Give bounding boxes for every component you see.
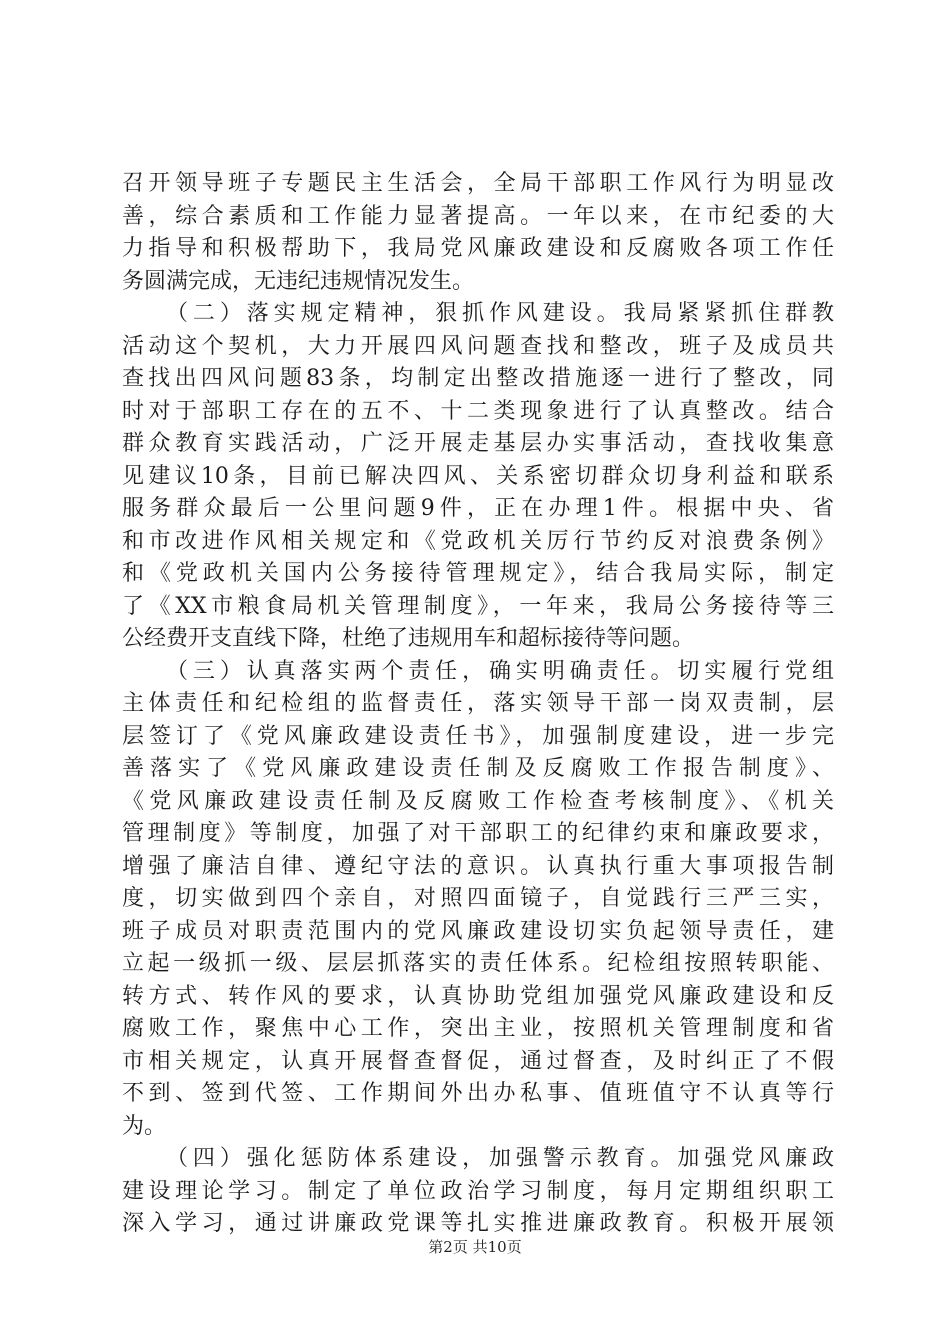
text-line: 召开领导班子专题民主生活会，全局干部职工作风行为明显改 [122, 171, 834, 196]
text-line: 不到、签到代签、工作期间外出办私事、值班值守不认真等行 [122, 1081, 834, 1106]
text-line: 善落实了《党风廉政建设责任制及反腐败工作报告制度》、 [122, 756, 834, 781]
text-line: 转方式、转作风的要求，认真协助党组加强党风廉政建设和反 [122, 983, 834, 1009]
text-line: 市相关规定，认真开展督查督促，通过督查，及时纠正了不假 [122, 1048, 834, 1074]
text-line: 务圆满完成，无违纪违规情况发生。 [122, 268, 475, 294]
text-line: 管理制度》等制度，加强了对干部职工的纪律约束和廉政要求， [122, 821, 834, 846]
text-line: （二）落实规定精神，狠抓作风建设。我局紧紧抓住群教 [166, 301, 834, 326]
text-line: 为。 [122, 1113, 167, 1139]
text-line: 见建议10条，目前已解决四风、关系密切群众切身利益和联系 [122, 463, 834, 489]
text-line: 和《党政机关国内公务接待管理规定》，结合我局实际，制定 [122, 561, 834, 586]
text-line: 群众教育实践活动，广泛开展走基层办实事活动，查找收集意 [122, 431, 834, 456]
text-line: 服务群众最后一公里问题9件，正在办理1件。根据中央、省 [122, 496, 834, 521]
text-line: 度，切实做到四个亲自，对照四面镜子，自觉践行三严三实， [122, 886, 834, 911]
text-line: 建设理论学习。制定了单位政治学习制度，每月定期组织职工 [122, 1178, 834, 1204]
text-line: 了《XX市粮食局机关管理制度》，一年来，我局公务接待等三 [122, 593, 834, 619]
text-line: 深入学习，通过讲廉政党课等扎实推进廉政教育。积极开展领 [122, 1211, 834, 1236]
text-line: 增强了廉洁自律、遵纪守法的意识。认真执行重大事项报告制 [122, 853, 834, 879]
text-line: 力指导和积极帮助下，我局党风廉政建设和反腐败各项工作任 [122, 236, 834, 261]
text-line: 善，综合素质和工作能力显著提高。一年以来，在市纪委的大 [122, 203, 834, 229]
text-line: 主体责任和纪检组的监督责任，落实领导干部一岗双责制，层 [122, 691, 834, 716]
text-line: 班子成员对职责范围内的党风廉政建设切实负起领导责任，建 [122, 918, 834, 944]
text-line: （三）认真落实两个责任，确实明确责任。切实履行党组 [166, 658, 834, 684]
text-line: 时对于部职工存在的五不、十二类现象进行了认真整改。结合 [122, 398, 834, 424]
text-line: 腐败工作，聚焦中心工作，突出主业，按照机关管理制度和省 [122, 1016, 834, 1041]
text-line: （四）强化惩防体系建设，加强警示教育。加强党风廉政 [166, 1146, 834, 1171]
page-footer: 第2页 共10页 [428, 1238, 522, 1256]
text-line: 和市改进作风相关规定和《党政机关厉行节约反对浪费条例》 [122, 528, 834, 554]
text-line: 公经费开支直线下降，杜绝了违规用车和超标接待等问题。 [122, 626, 695, 651]
text-line: 查找出四风问题83条，均制定出整改措施逐一进行了整改，同 [122, 366, 834, 391]
text-line: 层签订了《党风廉政建设责任书》，加强制度建设，进一步完 [122, 723, 834, 749]
text-line: 活动这个契机，大力开展四风问题查找和整改，班子及成员共 [122, 333, 834, 359]
document-body [122, 168, 834, 1241]
text-line: 立起一级抓一级、层层抓落实的责任体系。纪检组按照转职能、 [122, 951, 834, 976]
text-line: 《党风廉政建设责任制及反腐败工作检查考核制度》、《机关 [122, 788, 834, 814]
